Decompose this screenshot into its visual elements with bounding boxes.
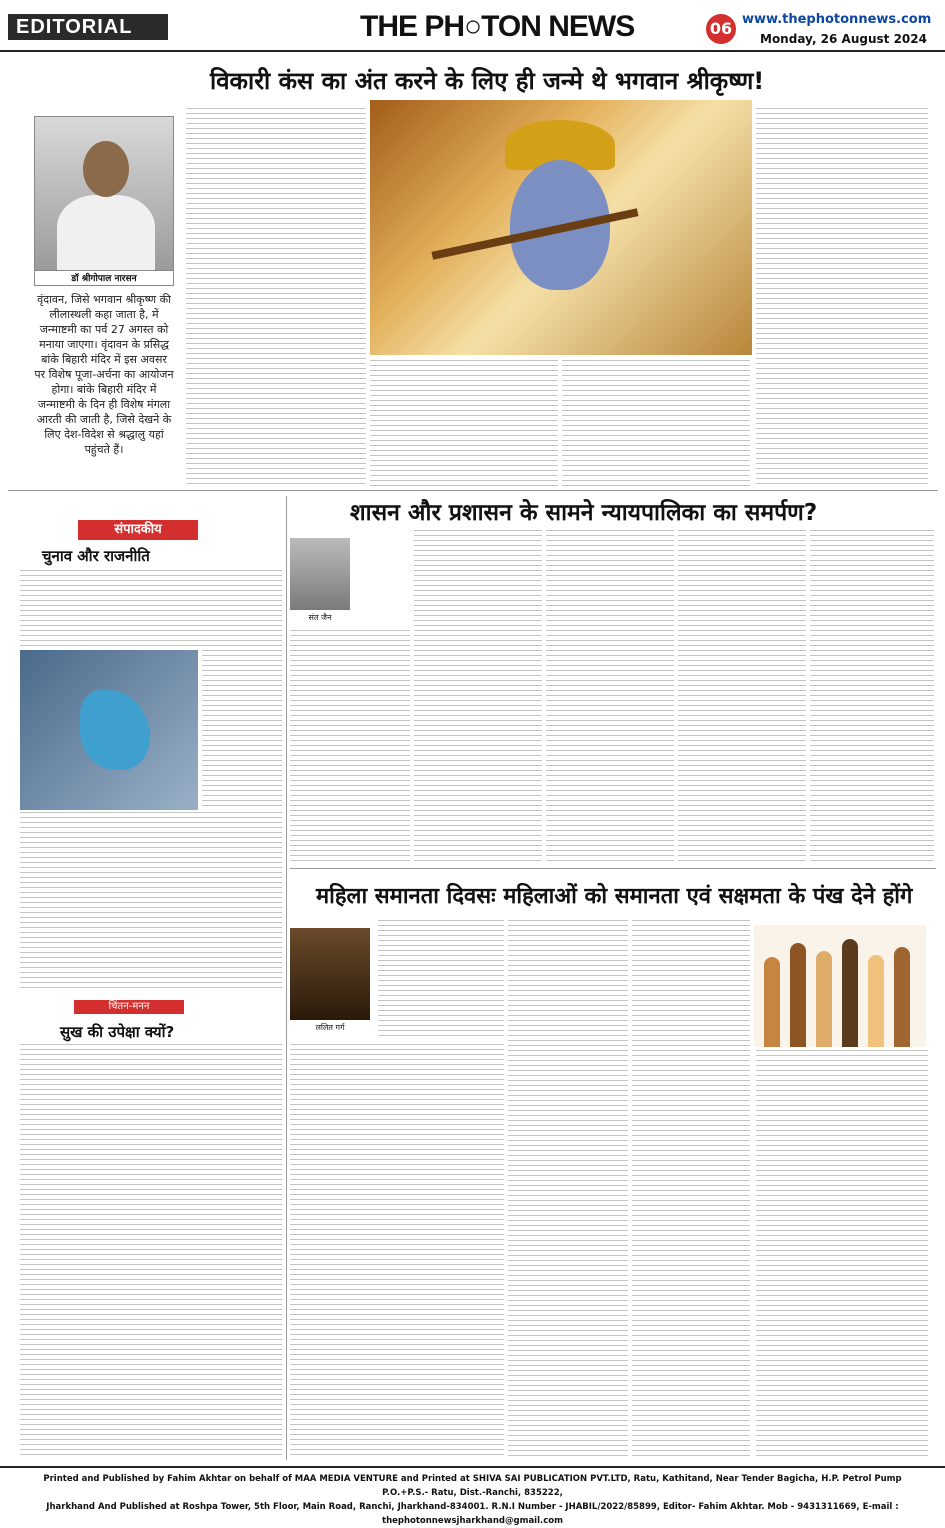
women-column-1 <box>290 1044 504 1456</box>
text-lines <box>186 108 366 366</box>
author-body-shape <box>57 195 155 275</box>
krishna-headline: विकारी कंस का अंत करने के लिए ही जन्मे थे भगवान श्रीकृष्ण! <box>210 67 765 95</box>
krishna-column-5 <box>756 108 928 488</box>
chintan-label: चिंतन-मनन <box>74 1000 184 1014</box>
column-divider <box>286 496 287 1460</box>
editorial-image <box>20 650 198 810</box>
hand-shape <box>790 943 806 1047</box>
imprint-footer <box>0 1466 945 1526</box>
krishna-image <box>370 100 752 355</box>
women-column-4 <box>756 1050 928 1456</box>
author-name-sant: संत जैन <box>308 613 332 622</box>
women-headline: महिला समानता दिवसः महिलाओं को समानता एवं सक्षमता के पंख देने होंगे <box>316 884 913 909</box>
krishna-column-1 <box>186 108 366 366</box>
text-lines <box>678 530 806 862</box>
chintan-column <box>20 1044 282 1456</box>
women-column-2 <box>508 920 628 1456</box>
text-lines <box>186 368 366 488</box>
map-shape <box>80 690 150 770</box>
editorial-label: संपादकीय <box>78 520 198 540</box>
krishna-column-1b <box>186 368 366 488</box>
text-lines <box>562 360 750 488</box>
judiciary-column-1 <box>290 630 410 862</box>
author-name-lalit: ललित गर्ग <box>315 1023 345 1032</box>
krishna-column-2 <box>370 360 558 488</box>
women-column-3 <box>632 920 750 1456</box>
section-divider <box>290 868 936 869</box>
krishna-pullquote: वृंदावन, जिसे भगवान श्रीकृष्ण की लीलास्थली कहा जाता है, में जन्माष्टमी का पर्व 27 अगस्त को मनाया जाएगा। वृंदावन के प्रसिद्ध बांके बिहारी मंदिर में इस अवसर पर विशेष पूजा-अर्चना का आयोजन होगा। बांके बिहारी मंदिर में जन्माष्टमी के दिन ही विशेष मंगला आरती की जाती है, जिसे देखने के लिए देश-विदेश से श्रद्धालु यहां पहुंचते हैं। <box>34 293 174 456</box>
author-head-shape <box>83 141 129 197</box>
text-lines <box>20 570 282 648</box>
author-photo <box>34 116 174 274</box>
section-divider <box>8 490 938 491</box>
text-lines <box>370 360 558 488</box>
author-photo-lalit <box>290 928 370 1020</box>
women-column-1a <box>378 920 504 1040</box>
hand-shape <box>764 957 780 1047</box>
page-number: 06 <box>706 14 736 44</box>
text-lines <box>290 1044 504 1456</box>
text-lines <box>632 920 750 1456</box>
text-lines <box>290 630 410 862</box>
text-lines <box>414 530 542 862</box>
text-lines <box>202 650 282 810</box>
editorial-column-3 <box>20 812 282 992</box>
website-link[interactable]: www.thephotonnews.com <box>742 12 932 27</box>
krishna-column-3 <box>562 360 750 488</box>
page-header <box>0 0 945 52</box>
chintan-title: सुख की उपेक्षा क्यों? <box>60 1023 175 1041</box>
masthead: THE PH○TON NEWS <box>360 10 635 43</box>
section-label: EDITORIAL <box>8 14 168 40</box>
author-name: डॉ श्रीगोपाल नारसन <box>34 270 174 286</box>
issue-date: Monday, 26 August 2024 <box>760 32 927 46</box>
text-lines <box>378 920 504 1040</box>
hand-shape <box>816 951 832 1047</box>
text-lines <box>756 108 928 488</box>
author-photo-sant <box>290 538 350 610</box>
text-lines <box>20 812 282 992</box>
hand-shape <box>842 939 858 1047</box>
text-lines <box>810 530 934 862</box>
text-lines <box>508 920 628 1456</box>
women-image <box>754 925 926 1047</box>
imprint-line-1: Printed and Published by Fahim Akhtar on behalf of MAA MEDIA VENTURE and Printed at SHIVA SAI PUBLICATION PVT.LTD, Ratu, Kathitand, Near Tender Bagicha, H.P. Petrol Pump P.O.+P.S.- Ratu, Dist.-Ranchi, 835222, <box>43 1474 902 1498</box>
text-lines <box>546 530 674 862</box>
editorial-title: चुनाव और राजनीति <box>42 547 150 565</box>
judiciary-headline: शासन और प्रशासन के सामने न्यायपालिका का समर्पण? <box>350 500 818 526</box>
text-lines <box>20 1044 282 1456</box>
hand-shape <box>868 955 884 1047</box>
judiciary-column-3 <box>546 530 674 862</box>
text-lines <box>756 1050 928 1456</box>
judiciary-column-5 <box>810 530 934 862</box>
hand-shape <box>894 947 910 1047</box>
judiciary-column-2 <box>414 530 542 862</box>
judiciary-column-4 <box>678 530 806 862</box>
editorial-column-1 <box>20 570 282 648</box>
imprint-line-2: Jharkhand And Published at Roshpa Tower, 5th Floor, Main Road, Ranchi, Jharkhand-834001. R.N.I Number - JHABIL/2022/85899, Editor- Fahim Akhtar. Mob - 9431311669, E-mail : thephotonnewsjharkhand@gmail.com <box>46 1502 899 1526</box>
editorial-column-2 <box>202 650 282 810</box>
